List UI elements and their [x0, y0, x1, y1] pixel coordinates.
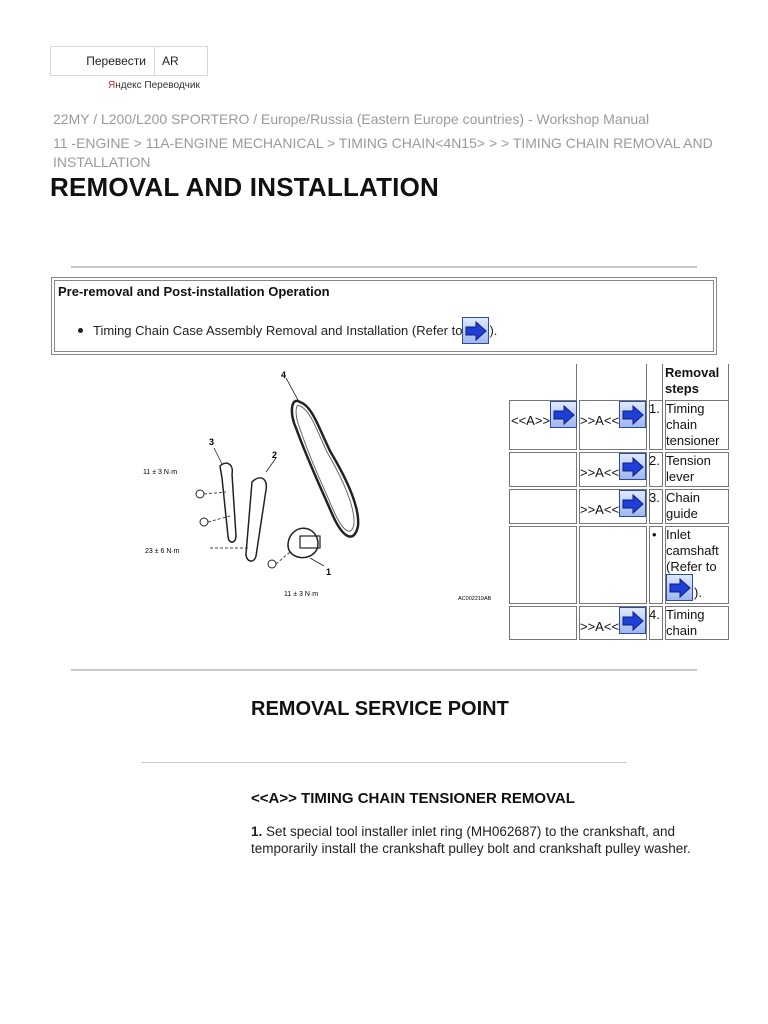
- table-row: [509, 452, 729, 487]
- diagram-svg: [140, 366, 500, 606]
- table-row: [509, 364, 729, 400]
- pre-removal-item-text: Timing Chain Case Assembly Removal and Installation (Refer to: [93, 323, 463, 338]
- divider: [141, 762, 627, 763]
- step-bullet: •: [652, 527, 657, 542]
- step-number: 1.: [649, 401, 660, 416]
- timing-chain-diagram: [140, 366, 500, 606]
- step-ref-col1: <<A>>: [511, 413, 551, 428]
- step-ref-col2: >>A<<: [580, 619, 620, 634]
- divider: [71, 669, 697, 671]
- table-row: [509, 606, 729, 640]
- pre-removal-box: [51, 277, 717, 355]
- arrow-right-link-icon[interactable]: [550, 401, 577, 428]
- step-name: Chain guide: [666, 490, 700, 521]
- torque-lower: 11 ± 3 N·m: [284, 591, 319, 598]
- table-row: [509, 489, 729, 524]
- torque-upper: 11 ± 3 N·m: [143, 469, 178, 476]
- bolt-upper: [196, 490, 204, 498]
- table-row: [509, 400, 729, 450]
- brand-rest: ндекс Переводчик: [115, 80, 200, 91]
- arrow-right-link-icon[interactable]: [666, 574, 693, 601]
- bolt-lower: [268, 560, 276, 568]
- bolt-middle: [200, 518, 208, 526]
- step-number: 2.: [649, 453, 660, 468]
- breadcrumb-manual[interactable]: 22MY / L200/L200 SPORTERO / Europe/Russia (Eastern Europe countries) - Workshop Manual: [53, 111, 650, 127]
- callout-2: 2: [272, 450, 278, 460]
- step-ref-col2: >>A<<: [580, 465, 620, 480]
- callout-4: 4: [281, 370, 287, 380]
- tension-lever: [246, 478, 266, 561]
- pre-removal-title: Pre-removal and Post-installation Operation: [58, 284, 330, 299]
- step-suffix: ).: [694, 585, 702, 600]
- step-name: Timing chain tensioner: [666, 401, 720, 448]
- dashed-leaders: [204, 492, 290, 564]
- step-name: Tension lever: [666, 453, 711, 484]
- arrow-right-link-icon[interactable]: [619, 607, 646, 634]
- step-name: Inlet camshaft (Refer to: [666, 527, 719, 574]
- brand-prefix: Я: [108, 80, 116, 91]
- step-name: Timing chain: [666, 607, 705, 638]
- arrow-right-link-icon[interactable]: [619, 490, 646, 517]
- pre-removal-item-suffix: ).: [489, 323, 498, 338]
- divider: [71, 266, 697, 268]
- crank-sprocket: [288, 528, 318, 557]
- step-text: Set special tool installer inlet ring (MH062687) to the crankshaft, and temporarily install the crankshaft pulley bolt and crankshaft pulley washer.: [251, 824, 691, 856]
- arrow-right-link-icon[interactable]: [619, 453, 646, 480]
- arrow-right-link-icon[interactable]: [462, 317, 489, 344]
- callout-1: 1: [326, 567, 332, 577]
- section-title: REMOVAL SERVICE POINT: [251, 698, 509, 720]
- step-ref-col2: >>A<<: [580, 413, 620, 428]
- torque-middle: 23 ± 6 N·m: [145, 548, 180, 555]
- instruction-step: [251, 824, 711, 857]
- breadcrumb: [53, 110, 713, 177]
- chain-guide: [220, 463, 236, 542]
- arrow-right-link-icon[interactable]: [619, 401, 646, 428]
- translate-button[interactable]: Перевести: [51, 47, 155, 75]
- bullet: [78, 328, 83, 333]
- step-number: 3.: [649, 490, 660, 505]
- timing-chain-inner: [296, 405, 354, 531]
- translate-widget: [50, 46, 208, 76]
- yandex-translate-brand: [108, 80, 200, 91]
- subsection-title: <<A>> TIMING CHAIN TENSIONER REMOVAL: [251, 790, 575, 807]
- page-title: REMOVAL AND INSTALLATION: [50, 172, 439, 202]
- steps-header: Removal steps: [665, 365, 720, 396]
- step-num: 1.: [251, 824, 263, 839]
- figure-code: AC002219AB: [458, 596, 492, 602]
- step-ref-col2: >>A<<: [580, 502, 620, 517]
- timing-chain-outline: [292, 401, 358, 537]
- step-number: 4.: [649, 607, 660, 622]
- table-row: [509, 526, 729, 604]
- list-item: [78, 317, 710, 344]
- callout-3: 3: [209, 437, 215, 447]
- breadcrumb-path[interactable]: 11 -ENGINE > 11A-ENGINE MECHANICAL > TIMING CHAIN<4N15> > > TIMING CHAIN REMOVAL AND INSTALLATION: [53, 135, 713, 170]
- language-selector[interactable]: AR: [162, 54, 179, 68]
